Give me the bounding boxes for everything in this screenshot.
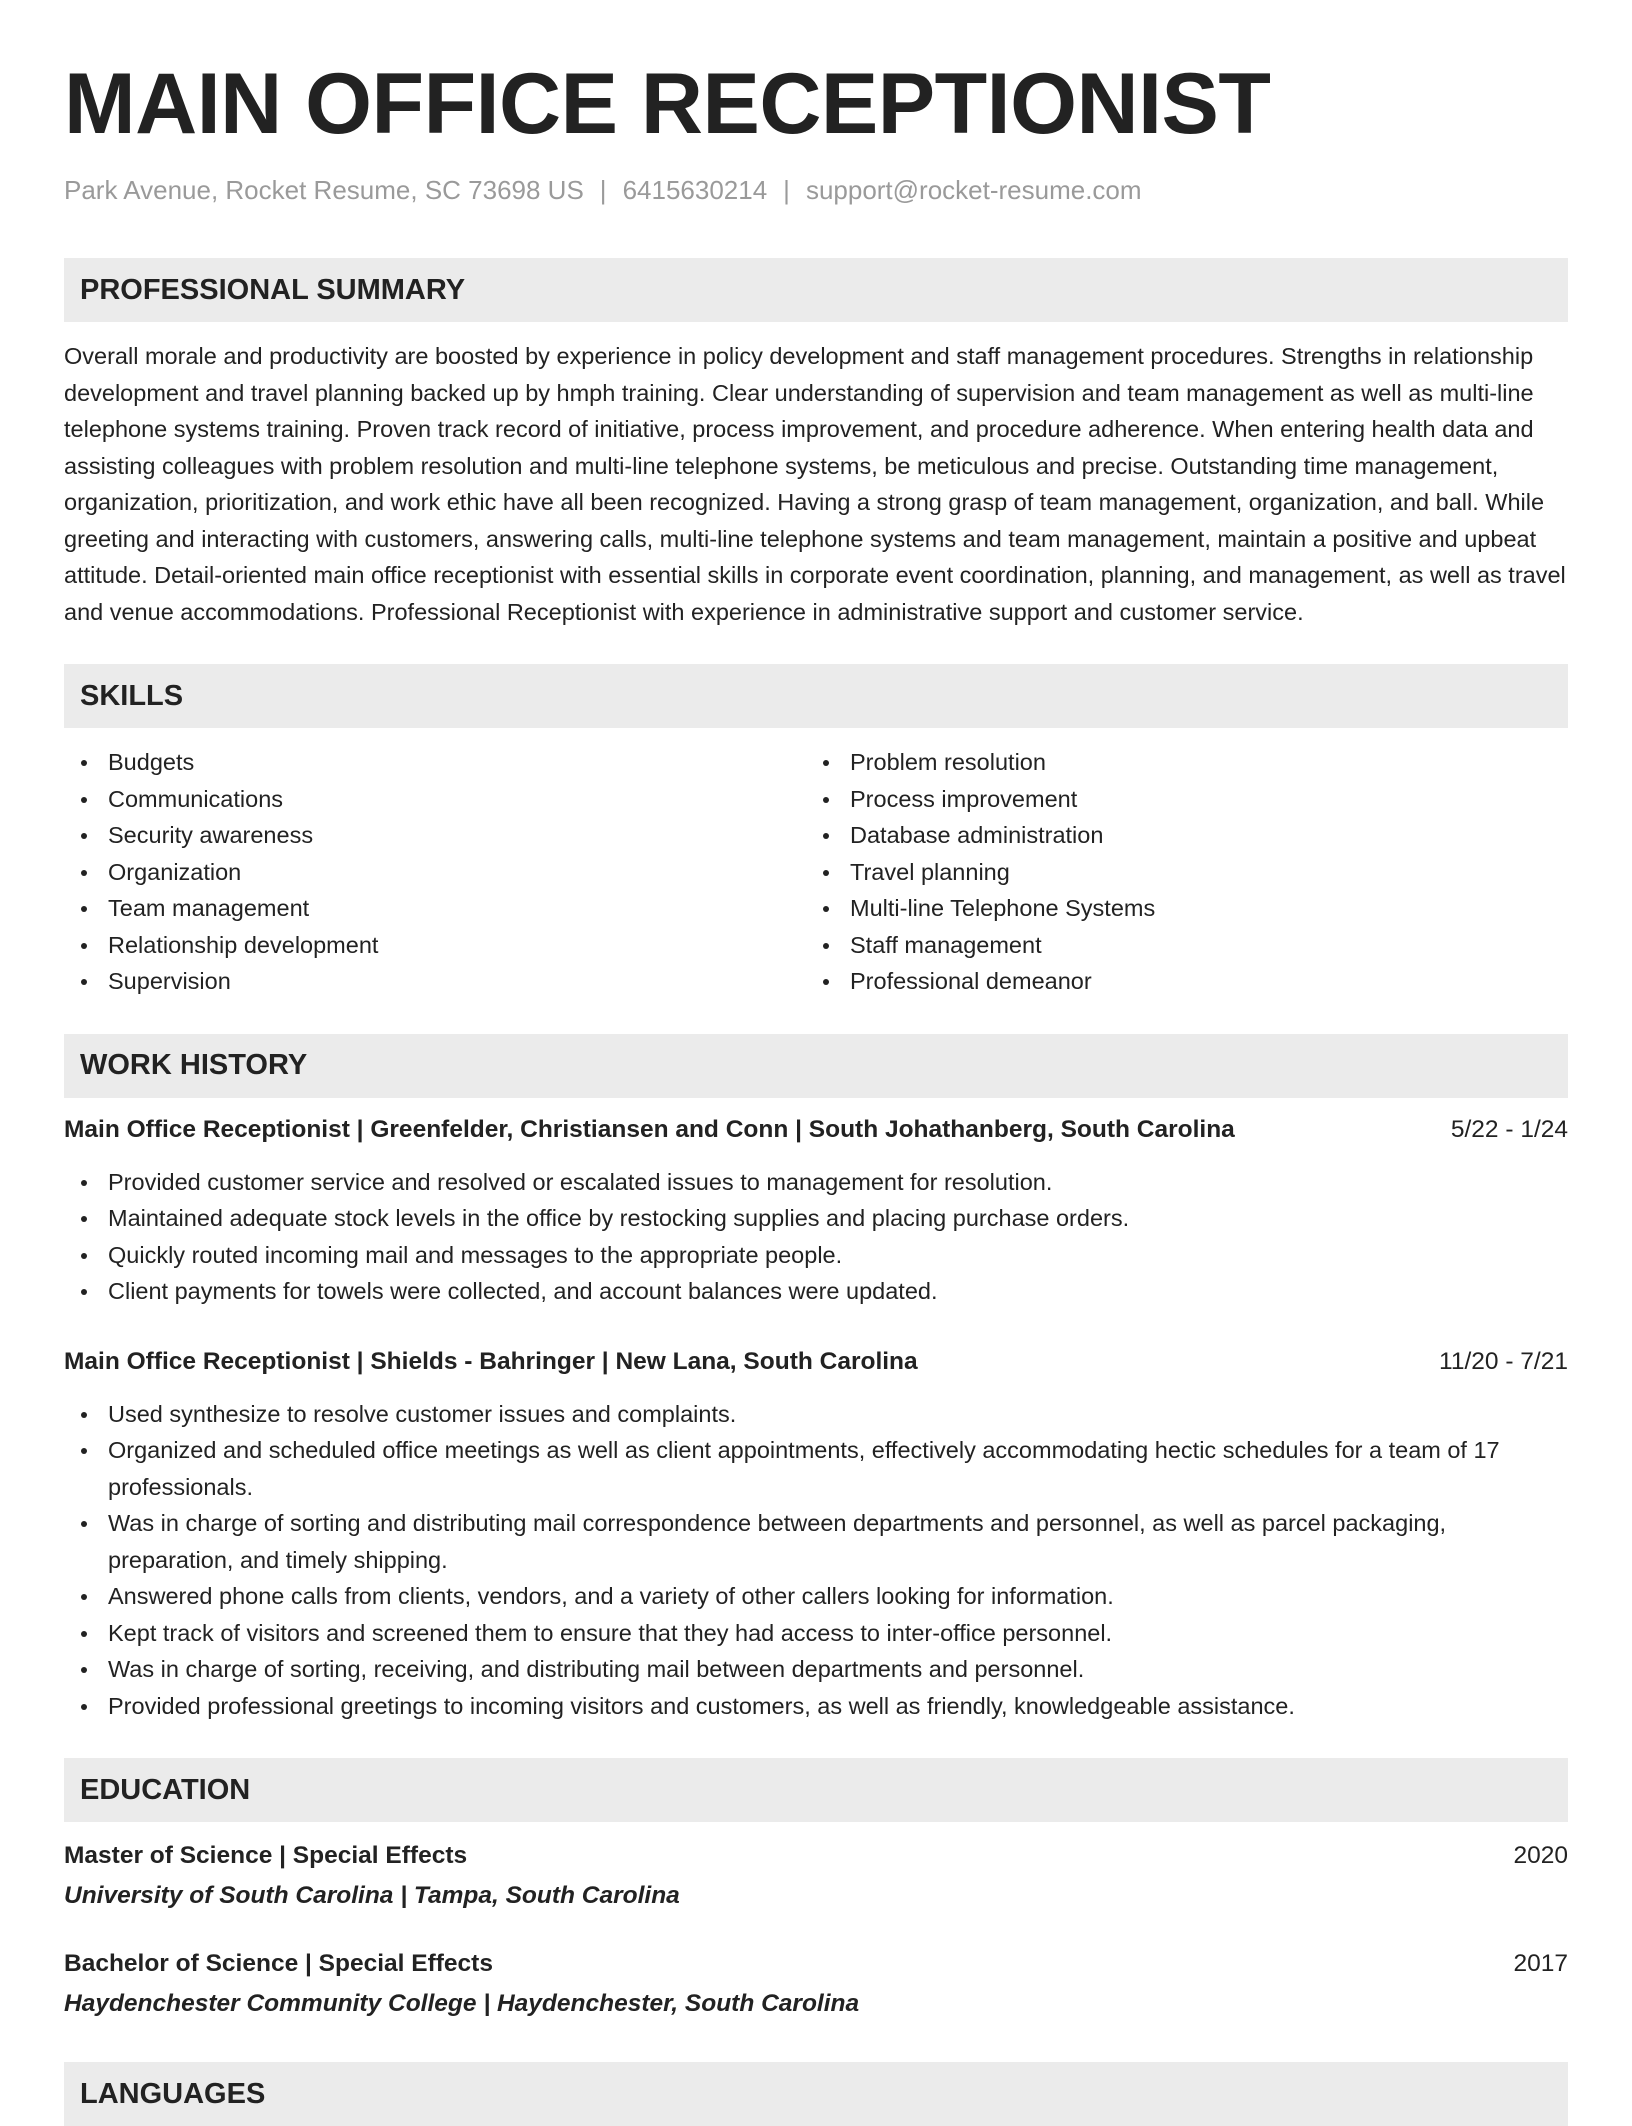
job-bullet: Organized and scheduled office meetings as well as client appointments, effectively accommodating hectic schedules for a team of 17 professionals. [64, 1432, 1568, 1505]
skill-item: Multi-line Telephone Systems [806, 890, 1548, 927]
education-entry [64, 1838, 1568, 1914]
skill-item: Team management [64, 890, 806, 927]
skill-item: Supervision [64, 963, 806, 1000]
job-header [64, 1344, 1568, 1380]
skill-item: Communications [64, 781, 806, 818]
skills-column-right [806, 744, 1548, 1000]
job-header [64, 1112, 1568, 1148]
education-header [64, 1838, 1568, 1874]
degree-text: Bachelor of Science | Special Effects [64, 1950, 493, 1977]
skills-column-left [64, 744, 806, 1000]
resume-page [64, 0, 1568, 2126]
job-bullet: Quickly routed incoming mail and messages to the appropriate people. [64, 1237, 1568, 1274]
job-bullet: Used synthesize to resolve customer issues and complaints. [64, 1396, 1568, 1433]
job-bullets [64, 1396, 1568, 1725]
separator: | [599, 175, 607, 205]
skill-item: Process improvement [806, 781, 1548, 818]
graduation-year: 2020 [1513, 1842, 1568, 1869]
skills-heading: SKILLS [64, 664, 1568, 728]
skill-item: Professional demeanor [806, 963, 1548, 1000]
degree-text: Master of Science | Special Effects [64, 1842, 468, 1869]
job-bullet: Maintained adequate stock levels in the office by restocking supplies and placing purchase orders. [64, 1200, 1568, 1237]
job-bullet: Answered phone calls from clients, vendors, and a variety of other callers looking for information. [64, 1578, 1568, 1615]
job-entry [64, 1112, 1568, 1310]
email-link[interactable]: support@rocket-resume.com [805, 175, 1142, 205]
job-bullet: Provided customer service and resolved or escalated issues to management for resolution. [64, 1164, 1568, 1201]
phone-text: 6415630214 [622, 175, 768, 205]
job-dates: 5/22 - 1/24 [1450, 1115, 1568, 1143]
skills-list [64, 744, 1568, 1000]
skill-item: Security awareness [64, 817, 806, 854]
skill-item: Relationship development [64, 927, 806, 964]
languages-heading: LANGUAGES [64, 2062, 1568, 2126]
contact-line [64, 174, 1568, 206]
job-title: Main Office Receptionist | Shields - Bahringer | New Lana, South Carolina [64, 1347, 918, 1375]
job-bullet: Client payments for towels were collected, and account balances were updated. [64, 1273, 1568, 1310]
separator: | [783, 175, 790, 205]
job-dates: 11/20 - 7/21 [1439, 1347, 1568, 1375]
summary-heading: PROFESSIONAL SUMMARY [64, 258, 1568, 322]
education-header [64, 1946, 1568, 1982]
job-title: Main Office Receptionist | Greenfelder, Christiansen and Conn | South Johathanberg, South Carolina [64, 1115, 1235, 1143]
job-bullet: Kept track of visitors and screened them to ensure that they had access to inter-office personnel. [64, 1615, 1568, 1652]
skill-item: Database administration [806, 817, 1548, 854]
skill-item: Organization [64, 854, 806, 891]
address-text: Park Avenue, Rocket Resume, SC 73698 US [64, 175, 584, 205]
summary-text: Overall morale and productivity are boosted by experience in policy development and staff management procedures. Strengths in relationship development and travel planning backed up by hmph training. Clear understanding of supervision and team management as well as multi-line telephone systems training. Proven track record of initiative, process improvement, and procedure adherence. When entering health data and assisting colleagues with problem resolution and multi-line telephone systems, be meticulous and precise. Outstanding time management, organization, prioritization, and work ethic have all been recognized. Having a strong grasp of team management, organization, and ball. While greeting and interacting with customers, answering calls, multi-line telephone systems and team management, maintain a positive and upbeat attitude. Detail-oriented main office receptionist with essential skills in corporate event coordination, planning, and management, as well as travel and venue accommodations. Professional Receptionist with experience in administrative support and customer service. [64, 343, 1566, 625]
job-entry [64, 1344, 1568, 1725]
graduation-year: 2017 [1513, 1950, 1568, 1977]
school-text: University of South Carolina | Tampa, South Carolina [64, 1882, 680, 1909]
education-entry [64, 1946, 1568, 2022]
job-bullet: Provided professional greetings to incoming visitors and customers, as well as friendly, knowledgeable assistance. [64, 1688, 1568, 1725]
skill-item: Staff management [806, 927, 1548, 964]
job-bullet: Was in charge of sorting, receiving, and distributing mail between departments and personnel. [64, 1651, 1568, 1688]
work-history-heading: WORK HISTORY [64, 1034, 1568, 1098]
skill-item: Problem resolution [806, 744, 1548, 781]
skill-item: Budgets [64, 744, 806, 781]
job-bullet: Was in charge of sorting and distributing mail correspondence between departments and personnel, as well as parcel packaging, preparation, and timely shipping. [64, 1505, 1568, 1578]
school-text: Haydenchester Community College | Haydenchester, South Carolina [64, 1990, 860, 2017]
skill-item: Travel planning [806, 854, 1548, 891]
page-title: MAIN OFFICE RECEPTIONIST [64, 56, 1271, 152]
education-heading: EDUCATION [64, 1758, 1568, 1822]
job-bullets [64, 1164, 1568, 1310]
